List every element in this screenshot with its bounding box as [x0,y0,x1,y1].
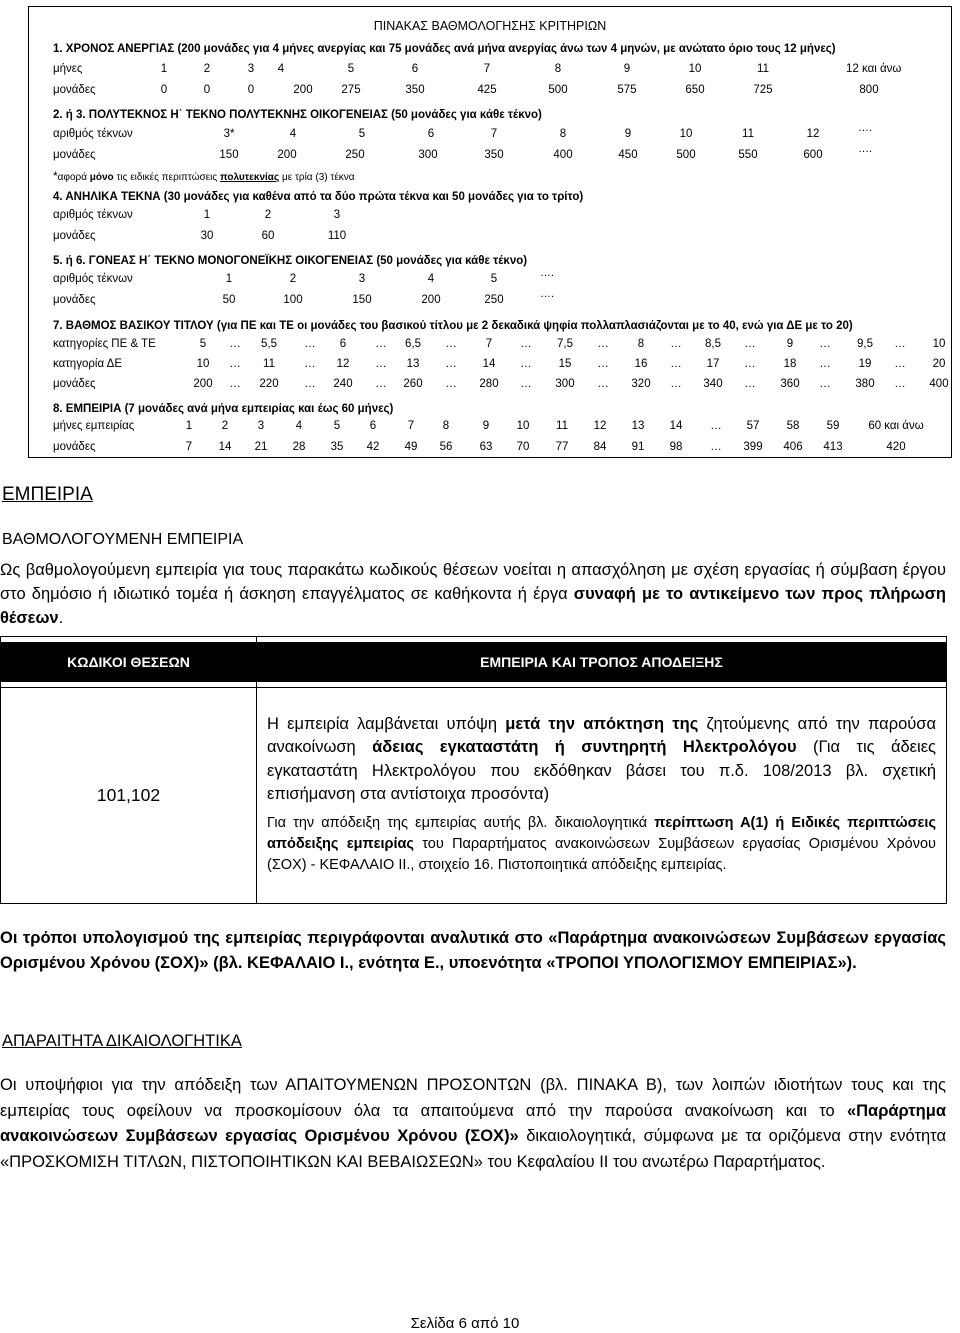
value-cell: 340 [703,378,723,390]
row-label: αριθμός τέκνων [53,209,133,221]
value-cell: 350 [484,149,504,161]
row-label: μονάδες [53,149,96,161]
value-cell: 50 [222,294,236,306]
value-cell: 70 [516,441,530,453]
value-cell: 6,5 [405,338,421,350]
value-cell: 10 [688,63,702,75]
calculation-note: Οι τρόποι υπολογισμού της εμπειρίας περιγράφονται αναλυτικά στο «Παράρτημα ανακοινώσεων Συμβάσεων εργασίας Ορισμένου Χρόνου (ΣΟΧ)» (βλ. ΚΕΦΑΛΑΙΟ Ι., ενότητα Ε., υποενότητα «ΤΡΟΠΟΙ ΥΠΟΛΟΓΙΣΜΟΥ ΕΜΠΕΙΡΙΑΣ»). [0,929,946,972]
value-cell: … [375,338,387,350]
value-cell: 9 [624,128,632,140]
value-cell: 0 [160,84,168,96]
value-cell: 84 [593,441,607,453]
value-cell: 12 [336,358,350,370]
value-cell: 7 [483,63,491,75]
value-cell: 9 [482,420,490,432]
large-family-points-row [53,143,943,165]
value-cell: 4 [289,128,297,140]
value-cell: 42 [366,441,380,453]
value-cell: 200 [193,378,213,390]
value-cell: 3 [247,63,255,75]
experience-rule-text: Η εμπειρία λαμβάνεται υπόψη μετά την απόκτηση της ζητούμενης από την παρούσα ανακοίνωση άδειας εγκαταστάτη ή συντηρητή Ηλεκτρολόγου (Για τις άδειες εγκαταστάτη Ηλεκτρολόγου που εκδόθηκαν βάσει του π.δ. 108/2013 βλ. σχετική επισήμανση στα αντίστοιχα προσόντα) [267,714,937,804]
required-documents-text: Οι υποψήφιοι για την απόδειξη των ΑΠΑΙΤΟΥΜΕΝΩΝ ΠΡΟΣΟΝΤΩΝ (βλ. ΠΙΝΑΚΑ Β), των λοιπών ιδιοτήτων τους και της εμπειρίας τους οφείλουν να προσκομίσουν όλα τα απαιτούμενα από την παρούσα ανακοίνωση και το «Παράρτημα ανακοινώσεων Συμβάσεων εργασίας Ορισμένου Χρόνου (ΣΟΧ)» δικαιολογητικά, σύμφωνα με τα οριζόμενα στην ενότητα «ΠΡΟΣΚΟΜΙΣΗ ΤΙΤΛΩΝ, ΠΙΣΤΟΠΟΙΗΤΙΚΩΝ ΚΑΙ ΒΕΒΑΙΩΣΕΩΝ» του Κεφαλαίου ΙΙ του ανωτέρω Παραρτήματος. [0,1076,946,1171]
value-cell: 380 [855,378,875,390]
value-cell: 413 [823,441,843,453]
value-cell: 8 [637,338,645,350]
value-cell: 4 [277,63,285,75]
value-cell: 150 [352,294,372,306]
value-cell: 3 [358,273,366,285]
value-cell: 300 [555,378,575,390]
single-parent-points-row [53,288,943,310]
value-cell: … [744,378,756,390]
value-cell: 425 [477,84,497,96]
row-label: μήνες [53,63,83,75]
value-cell: … [229,378,241,390]
page-footer: Σελίδα 6 από 10 [410,1315,520,1332]
value-cell: 13 [406,358,420,370]
value-cell: 420 [886,441,906,453]
value-cell: 800 [859,84,879,96]
value-cell: 5,5 [261,338,277,350]
value-cell: 5 [199,338,207,350]
value-cell: … [894,378,906,390]
position-codes: 101,102 [1,687,257,903]
value-cell: 450 [618,149,638,161]
value-cell: 11 [742,128,754,140]
experience-table [0,636,947,904]
value-cell: 21 [254,441,268,453]
value-cell: 11 [556,420,568,432]
large-family-children-row [53,122,943,144]
value-cell: 12 [806,128,820,140]
value-cell: 15 [558,358,572,370]
value-cell: 7 [407,420,415,432]
row-label: μονάδες [53,378,96,390]
value-cell: 280 [479,378,499,390]
continuation-dots: …. [540,267,555,279]
value-cell: … [670,358,682,370]
experience-proof-text: Για την απόδειξη της εμπειρίας αυτής βλ. δικαιολογητικά περίπτωση Α(1) ή Ειδικές περιπτώσεις απόδειξης εμπειρίας του Παραρτήματος ανακοινώσεων Συμβάσεων εργασίας Ορισμένου Χρόνου (ΣΟΧ) - ΚΕΦΑΛΑΙΟ ΙΙ., στοιχείο 16. Πιστοποιητικά απόδειξης εμπειρίας. [267,814,936,873]
value-cell: 14 [669,420,683,432]
section-1-heading: 1. ΧΡΟΝΟΣ ΑΝΕΡΓΙΑΣ (200 μονάδες για 4 μήνες ανεργίας και 75 μονάδες ανά μήνα ανεργίας άνω των 4 μηνών, με ανώτατο όριο τους 12 μήνες) [53,43,836,55]
value-cell: … [304,378,316,390]
value-cell: … [445,358,457,370]
value-cell: … [819,358,831,370]
value-cell: 7,5 [557,338,573,350]
value-cell: … [894,338,906,350]
value-cell: 200 [421,294,441,306]
value-cell: 5 [490,273,498,285]
value-cell: 6 [411,63,419,75]
value-cell: … [445,378,457,390]
value-cell: 600 [803,149,823,161]
value-cell: 0 [203,84,211,96]
value-cell: 18 [783,358,797,370]
value-cell: 10 [679,128,693,140]
value-cell: 1 [160,63,168,75]
value-cell: 6 [427,128,435,140]
value-cell: 7 [185,441,193,453]
value-cell: 9 [623,63,631,75]
continuation-dots: …. [540,288,555,300]
value-cell: 200 [277,149,297,161]
value-cell: 7 [490,128,498,140]
value-cell: … [445,338,457,350]
value-cell: 2 [203,63,211,75]
value-cell: 8 [559,128,567,140]
section-8-heading: 8. ΕΜΠΕΙΡΙΑ (7 μονάδες ανά μήνα εμπειρίας και έως 60 μήνες) [53,403,394,415]
degree-points-row [53,378,949,394]
value-cell: … [375,358,387,370]
required-documents-heading: ΑΠΑΡΑΙΤΗΤΑ ΔΙΚΑΙΟΛΟΓΗΤΙΚΑ [2,1032,242,1050]
experience-description [257,687,947,903]
value-cell: 11 [263,358,275,370]
value-cell: 9 [786,338,794,350]
value-cell: … [597,358,609,370]
value-cell: 7 [485,338,493,350]
value-cell: … [710,441,722,453]
value-cell: 12 και άνω [846,63,902,75]
value-cell: 200 [293,84,313,96]
value-cell: … [375,378,387,390]
row-label: κατηγορίες ΠΕ & ΤΕ [53,338,156,350]
section-7-heading: 7. ΒΑΘΜΟΣ ΒΑΣΙΚΟΥ ΤΙΤΛΟΥ (για ΠΕ και ΤΕ οι μονάδες του βασικού τίτλου με 2 δεκαδικά ψηφία πολλαπλασιάζονται με το 40, ενώ για ΔΕ με το 20) [53,320,853,332]
value-cell: 10 [196,358,210,370]
value-cell: … [894,358,906,370]
value-cell: 240 [333,378,353,390]
section-4-heading: 4. ΑΝΗΛΙΚΑ ΤΕΚΝΑ (30 μονάδες για καθένα από τα δύο πρώτα τέκνα και 50 μονάδες για το τρίτο) [53,191,584,203]
value-cell: 406 [783,441,803,453]
value-cell: 98 [669,441,683,453]
experience-header: ΕΜΠΕΙΡΙΑ ΚΑΙ ΤΡΟΠΟΣ ΑΠΟΔΕΙΞΗΣ [257,637,947,688]
value-cell: 3 [257,420,265,432]
row-label: μονάδες [53,294,96,306]
value-cell: 399 [743,441,763,453]
value-cell: 5 [347,63,355,75]
unemployment-points-row [53,84,943,100]
experience-heading: ΕΜΠΕΙΡΙΑ [2,484,93,505]
single-parent-children-row [53,267,943,289]
value-cell: 250 [345,149,365,161]
value-cell: 13 [631,420,645,432]
value-cell: 8 [554,63,562,75]
value-cell: … [670,338,682,350]
experience-intro: Ως βαθμολογούμενη εμπειρία για τους παρακάτω κωδικούς θέσεων νοείται η απασχόληση με σχέση εργασίας ή σύμβαση έργου στο δημόσιο ή ιδιωτικό τομέα ή άσκηση επαγγέλματος σε καθήκοντα ή έργα συναφή με το αντικείμενο των προς πλήρωση θέσεων. [0,561,946,627]
unemployment-months-row [53,63,943,79]
value-cell: 5 [333,420,341,432]
experience-points-row [53,441,943,457]
value-cell: 2 [221,420,229,432]
row-label: μονάδες [53,84,96,96]
value-cell: 30 [200,230,214,242]
value-cell: 6 [369,420,377,432]
row-label: μονάδες [53,441,96,453]
value-cell: 58 [786,420,800,432]
value-cell: 500 [548,84,568,96]
value-cell: 400 [929,378,949,390]
row-label: μήνες εμπειρίας [53,420,135,432]
value-cell: 16 [634,358,648,370]
row-label: αριθμός τέκνων [53,128,133,140]
value-cell: 3* [223,128,235,140]
value-cell: … [744,358,756,370]
value-cell: 220 [259,378,279,390]
value-cell: 150 [219,149,239,161]
value-cell: 77 [555,441,569,453]
value-cell: 2 [264,209,272,221]
value-cell: … [819,378,831,390]
value-cell: 1 [203,209,211,221]
value-cell: 500 [676,149,696,161]
value-cell: 60 και άνω [868,420,924,432]
value-cell: 12 [593,420,607,432]
value-cell: 4 [295,420,303,432]
section-2-heading: 2. ή 3. ΠΟΛΥΤΕΚΝΟΣ Η΄ ΤΕΚΝΟ ΠΟΛΥΤΕΚΝΗΣ ΟΙΚΟΓΕΝΕΙΑΣ (50 μονάδες για κάθε τέκνο) [53,109,542,121]
value-cell: 4 [427,273,435,285]
value-cell: 3 [333,209,341,221]
value-cell: 91 [631,441,645,453]
value-cell: 0 [247,84,255,96]
value-cell: … [304,358,316,370]
criteria-title: ΠΙΝΑΚΑΣ ΒΑΘΜΟΛΟΓΗΣΗΣ ΚΡΙΤΗΡΙΩΝ [373,19,607,33]
degree-de-row [53,358,946,374]
value-cell: … [744,338,756,350]
value-cell: 14 [482,358,496,370]
value-cell: … [520,378,532,390]
value-cell: 63 [479,441,493,453]
degree-pe-te-row [53,338,946,354]
value-cell: 725 [753,84,773,96]
value-cell: … [520,338,532,350]
value-cell: … [520,358,532,370]
value-cell: 5 [358,128,366,140]
value-cell: 8 [442,420,450,432]
value-cell: 275 [341,84,361,96]
value-cell: 10 [932,338,946,350]
continuation-dots: …. [858,143,873,155]
codes-header: ΚΩΔΙΚΟΙ ΘΕΣΕΩΝ [1,637,257,688]
value-cell: 20 [932,358,946,370]
value-cell: 110 [327,230,347,242]
value-cell: … [229,338,241,350]
value-cell: 10 [516,420,530,432]
value-cell: 350 [405,84,425,96]
value-cell: 250 [484,294,504,306]
section-5-heading: 5. ή 6. ΓΟΝΕΑΣ Η΄ ΤΕΚΝΟ ΜΟΝΟΓΟΝΕΪΚΗΣ ΟΙΚΟΓΕΝΕΙΑΣ (50 μονάδες για κάθε τέκνο) [53,255,528,267]
large-family-note: *αφορά μόνο τις ειδικές περιπτώσεις πολυτεκνίας με τρία (3) τέκνα [53,169,355,183]
value-cell: 35 [330,441,344,453]
row-label: μονάδες [53,230,96,242]
criteria-scoring-box [28,6,952,458]
value-cell: 575 [617,84,637,96]
row-label: αριθμός τέκνων [53,273,133,285]
value-cell: 400 [553,149,573,161]
value-cell: … [597,338,609,350]
scored-experience-heading: ΒΑΘΜΟΛΟΓΟΥΜΕΝΗ ΕΜΠΕΙΡΙΑ [2,531,244,548]
value-cell: 6 [339,338,347,350]
value-cell: … [304,338,316,350]
value-cell: … [670,378,682,390]
value-cell: … [597,378,609,390]
value-cell: 300 [418,149,438,161]
value-cell: 550 [738,149,758,161]
value-cell: 360 [780,378,800,390]
row-label: κατηγορία ΔΕ [53,358,122,370]
value-cell: 2 [289,273,297,285]
minor-children-count-row [53,209,943,225]
minor-children-points-row [53,230,943,246]
value-cell: 9,5 [857,338,873,350]
value-cell: 260 [403,378,423,390]
value-cell: 17 [706,358,720,370]
value-cell: … [229,358,241,370]
value-cell: 59 [826,420,840,432]
value-cell: 56 [439,441,453,453]
value-cell: 49 [404,441,418,453]
value-cell: … [710,420,722,432]
value-cell: 60 [261,230,275,242]
value-cell: 19 [858,358,872,370]
continuation-dots: …. [858,122,873,134]
value-cell: 1 [185,420,193,432]
value-cell: 1 [225,273,233,285]
experience-months-row [53,420,943,436]
value-cell: … [819,338,831,350]
value-cell: 320 [631,378,651,390]
value-cell: 14 [218,441,232,453]
value-cell: 28 [292,441,306,453]
value-cell: 11 [757,63,769,75]
value-cell: 650 [685,84,705,96]
value-cell: 100 [283,294,303,306]
value-cell: 8,5 [705,338,721,350]
value-cell: 57 [746,420,760,432]
